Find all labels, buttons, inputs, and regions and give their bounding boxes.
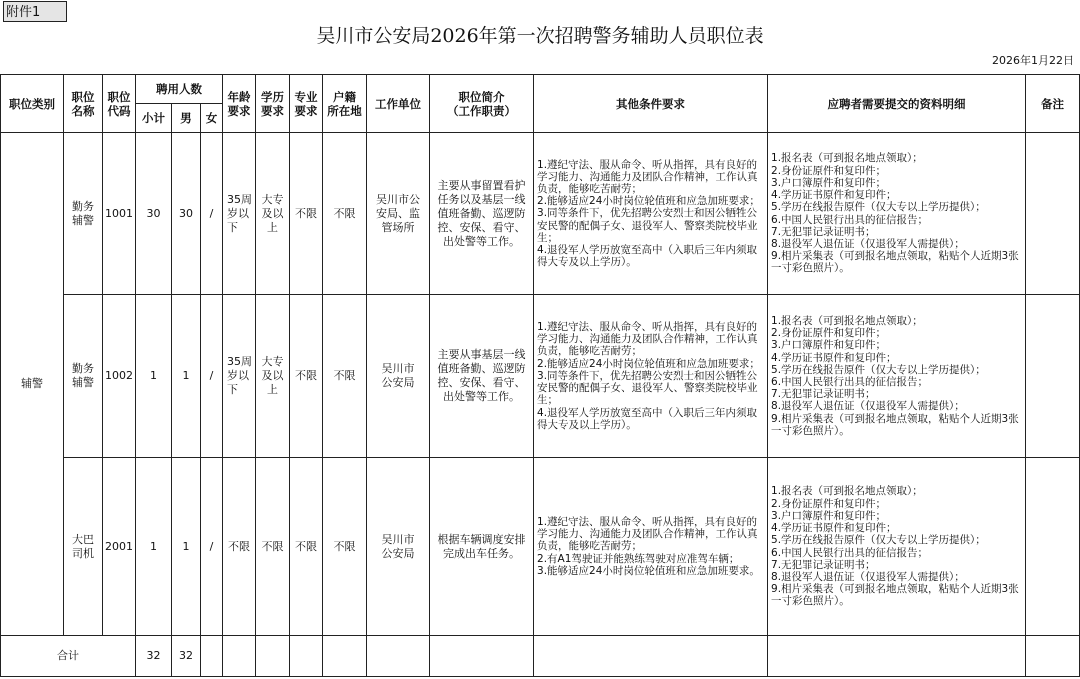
material-item: 6.中国人民银行出具的征信报告； bbox=[771, 213, 929, 226]
header-materials: 应聘者需要提交的资料明细 bbox=[768, 75, 1026, 133]
total-empty bbox=[367, 636, 430, 677]
position-hukou: 不限 bbox=[323, 295, 367, 458]
total-empty bbox=[223, 636, 256, 677]
header-hire-count: 聘用人数 bbox=[136, 75, 223, 104]
position-age: 不限 bbox=[223, 458, 256, 636]
position-materials bbox=[768, 133, 1026, 295]
position-materials bbox=[768, 295, 1026, 458]
table-row bbox=[1, 295, 1080, 458]
material-item: 7.无犯罪记录证明书； bbox=[771, 225, 876, 238]
header-age: 年龄 要求 bbox=[223, 75, 256, 133]
condition-item: 2.有A1驾驶证并能熟练驾驶对应准驾车辆； bbox=[537, 552, 740, 565]
attachment-label: 附件1 bbox=[3, 1, 67, 22]
position-conditions bbox=[534, 295, 768, 458]
material-item: 7.无犯罪记录证明书； bbox=[771, 558, 876, 571]
position-age: 35周 岁以 下 bbox=[223, 133, 256, 295]
total-empty bbox=[323, 636, 367, 677]
page-title: 吴川市公安局2026年第一次招聘警务辅助人员职位表 bbox=[316, 25, 764, 47]
header-row bbox=[1, 75, 1080, 104]
position-unit: 吴川市公 安局、监 管场所 bbox=[367, 133, 430, 295]
position-male: 1 bbox=[172, 458, 201, 636]
material-item: 2.身份证原件和复印件； bbox=[771, 327, 887, 340]
position-education: 大专 及以 上 bbox=[256, 295, 290, 458]
material-item: 7.无犯罪记录证明书； bbox=[771, 388, 876, 401]
position-education: 不限 bbox=[256, 458, 290, 636]
total-empty bbox=[290, 636, 323, 677]
position-conditions bbox=[534, 133, 768, 295]
header-subtotal: 小计 bbox=[136, 104, 172, 133]
position-hukou: 不限 bbox=[323, 133, 367, 295]
condition-item: 3.能够适应24小时岗位轮值班和应急加班要求。 bbox=[537, 564, 760, 577]
condition-item: 4.退役军人学历放宽至高中（入职后三年内须取得大专及以上学历）。 bbox=[537, 406, 758, 431]
material-item: 4.学历证书原件和复印件； bbox=[771, 189, 897, 202]
total-empty bbox=[534, 636, 768, 677]
material-item: 9.相片采集表（可到报名地点领取，粘贴个人近期3张一寸彩色照片）。 bbox=[771, 412, 1019, 437]
header-intro: 职位简介 （工作职责） bbox=[430, 75, 534, 133]
material-item: 1.报名表（可到报名地点领取）； bbox=[771, 152, 923, 165]
material-item: 8.退役军人退伍证（仅退役军人需提供）； bbox=[771, 400, 965, 413]
material-item: 3.户口簿原件和复印件； bbox=[771, 509, 887, 522]
table-row bbox=[1, 458, 1080, 636]
position-unit: 吴川市 公安局 bbox=[367, 458, 430, 636]
header-unit: 工作单位 bbox=[367, 75, 430, 133]
material-item: 4.学历证书原件和复印件； bbox=[771, 522, 897, 535]
position-subtotal: 1 bbox=[136, 295, 172, 458]
position-name: 勤务 辅警 bbox=[64, 133, 103, 295]
total-label: 合计 bbox=[1, 636, 136, 677]
position-name: 大巴 司机 bbox=[64, 458, 103, 636]
position-notes bbox=[1026, 295, 1080, 458]
position-code: 2001 bbox=[103, 458, 136, 636]
material-item: 9.相片采集表（可到报名地点领取，粘贴个人近期3张一寸彩色照片）。 bbox=[771, 583, 1019, 608]
condition-item: 3.同等条件下，优先招聘公安烈士和因公牺牲公安民警的配偶子女、退役军人、警察类院校毕业生； bbox=[537, 369, 758, 407]
position-male: 30 bbox=[172, 133, 201, 295]
header-position-name: 职位 名称 bbox=[64, 75, 103, 133]
condition-item: 1.遵纪守法、服从命令、听从指挥，具有良好的学习能力、沟通能力及团队合作精神，工作认真负责，能够吃苦耐劳； bbox=[537, 158, 758, 195]
material-item: 9.相片采集表（可到报名地点领取，粘贴个人近期3张一寸彩色照片）。 bbox=[771, 250, 1019, 275]
total-empty bbox=[768, 636, 1026, 677]
total-empty bbox=[430, 636, 534, 677]
total-male: 32 bbox=[172, 636, 201, 677]
material-item: 6.中国人民银行出具的征信报告； bbox=[771, 546, 929, 559]
position-major: 不限 bbox=[290, 133, 323, 295]
position-intro: 根据车辆调度安排 完成出车任务。 bbox=[430, 458, 534, 636]
material-item: 2.身份证原件和复印件； bbox=[771, 497, 887, 510]
document-date: 2026年1月22日 bbox=[992, 54, 1074, 67]
position-subtotal: 30 bbox=[136, 133, 172, 295]
material-item: 3.户口簿原件和复印件； bbox=[771, 176, 887, 189]
condition-item: 1.遵纪守法、服从命令、听从指挥，具有良好的学习能力、沟通能力及团队合作精神，工作认真负责，能够吃苦耐劳； bbox=[537, 515, 758, 553]
header-position-code: 职位 代码 bbox=[103, 75, 136, 133]
material-item: 3.户口簿原件和复印件； bbox=[771, 339, 887, 352]
position-male: 1 bbox=[172, 295, 201, 458]
material-item: 6.中国人民银行出具的征信报告； bbox=[771, 376, 929, 388]
material-item: 8.退役军人退伍证（仅退役军人需提供）； bbox=[771, 570, 965, 583]
condition-item: 4.退役军人学历放宽至高中（入职后三年内须取得大专及以上学历）。 bbox=[537, 244, 758, 269]
position-hukou: 不限 bbox=[323, 458, 367, 636]
material-item: 8.退役军人退伍证（仅退役军人需提供）； bbox=[771, 237, 965, 250]
header-major: 专业 要求 bbox=[290, 75, 323, 133]
header-conditions: 其他条件要求 bbox=[534, 75, 768, 133]
header-category: 职位类别 bbox=[1, 75, 64, 133]
position-conditions bbox=[534, 458, 768, 636]
table-row bbox=[1, 133, 1080, 295]
position-female: / bbox=[201, 295, 223, 458]
header-hukou: 户籍 所在地 bbox=[323, 75, 367, 133]
position-notes bbox=[1026, 133, 1080, 295]
position-major: 不限 bbox=[290, 458, 323, 636]
position-age: 35周 岁以 下 bbox=[223, 295, 256, 458]
position-intro: 主要从事留置看护 任务以及基层一线 值班备勤、巡逻防 控、安保、看守、 出处警等工作。 bbox=[430, 133, 534, 295]
header-education: 学历 要求 bbox=[256, 75, 290, 133]
material-item: 5.学历在线报告原件（仅大专以上学历提供）； bbox=[771, 201, 986, 214]
position-code: 1001 bbox=[103, 133, 136, 295]
total-female bbox=[201, 636, 223, 677]
position-female: / bbox=[201, 458, 223, 636]
material-item: 5.学历在线报告原件（仅大专以上学历提供）； bbox=[771, 534, 986, 547]
position-intro: 主要从事基层一线 值班备勤、巡逻防 控、安保、看守、 出处警等工作。 bbox=[430, 295, 534, 458]
material-item: 4.学历证书原件和复印件； bbox=[771, 351, 897, 364]
material-item: 5.学历在线报告原件（仅大专以上学历提供）； bbox=[771, 363, 986, 376]
total-empty bbox=[256, 636, 290, 677]
material-item: 1.报名表（可到报名地点领取）； bbox=[771, 314, 923, 327]
header-male: 男 bbox=[172, 104, 201, 133]
position-code: 1002 bbox=[103, 295, 136, 458]
position-female: / bbox=[201, 133, 223, 295]
position-subtotal: 1 bbox=[136, 458, 172, 636]
header-female: 女 bbox=[201, 104, 223, 133]
total-row bbox=[1, 636, 1080, 677]
material-item: 2.身份证原件和复印件； bbox=[771, 164, 887, 177]
condition-item: 3.同等条件下，优先招聘公安烈士和因公牺牲公安民警的配偶子女、退役军人、警察类院校毕业生； bbox=[537, 207, 758, 244]
condition-item: 2.能够适应24小时岗位轮值班和应急加班要求； bbox=[537, 357, 760, 370]
header-notes: 备注 bbox=[1026, 75, 1080, 133]
position-notes bbox=[1026, 458, 1080, 636]
total-subtotal: 32 bbox=[136, 636, 172, 677]
position-education: 大专 及以 上 bbox=[256, 133, 290, 295]
position-table bbox=[0, 74, 1080, 677]
material-item: 1.报名表（可到报名地点领取）； bbox=[771, 485, 923, 498]
category-cell: 辅警 bbox=[1, 133, 64, 636]
condition-item: 1.遵纪守法、服从命令、听从指挥，具有良好的学习能力、沟通能力及团队合作精神，工作认真负责，能够吃苦耐劳； bbox=[537, 321, 758, 358]
position-unit: 吴川市 公安局 bbox=[367, 295, 430, 458]
position-materials bbox=[768, 458, 1026, 636]
total-empty bbox=[1026, 636, 1080, 677]
condition-item: 2.能够适应24小时岗位轮值班和应急加班要求； bbox=[537, 195, 760, 208]
position-major: 不限 bbox=[290, 295, 323, 458]
position-name: 勤务 辅警 bbox=[64, 295, 103, 458]
